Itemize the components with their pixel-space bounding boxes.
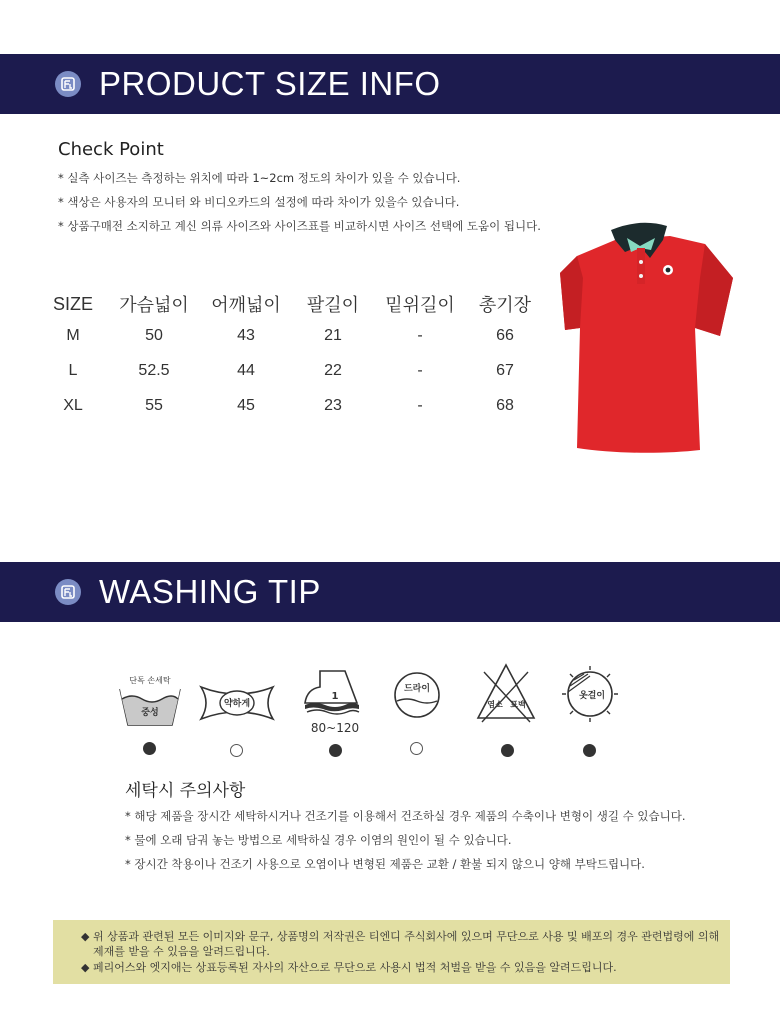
copyright-notice (53, 920, 730, 984)
table-row (38, 318, 544, 353)
no-bleach-icon (466, 660, 546, 730)
section-title: PRODUCT SIZE INFO (99, 65, 441, 102)
selected-dot (143, 742, 156, 755)
check-point-notes (58, 170, 541, 242)
table-cell: 67 (496, 361, 514, 379)
caution-note: * 해당 제품을 장시간 세탁하시거나 건조기를 이용해서 건조하실 경우 제품의 수축이나 변형이 생길 수 있습니다. (125, 809, 686, 823)
header-chest: 가슴넓이 (119, 295, 189, 315)
header-sleeve: 팔길이 (306, 295, 360, 315)
table-cell: 68 (496, 396, 514, 414)
iron-icon (295, 663, 375, 733)
washing-tip-banner (0, 562, 780, 622)
table-row (38, 353, 544, 388)
table-cell: 66 (496, 326, 514, 344)
table-cell: L (68, 361, 78, 379)
icon-label: 드라이 (403, 684, 431, 694)
table-cell: - (417, 396, 423, 414)
header-shoulder: 어깨넓이 (211, 295, 281, 315)
section-title: WASHING TIP (99, 573, 321, 610)
table-cell: 50 (145, 326, 163, 344)
hang-dry-icon (550, 660, 630, 730)
header-size: SIZE (52, 293, 93, 314)
table-cell: 43 (237, 326, 255, 344)
product-image (555, 218, 740, 458)
icon-label: 중성 (141, 708, 159, 718)
icon-label: 표백 (510, 700, 526, 709)
icon-label: 염소 (487, 700, 503, 709)
check-note: * 상품구매전 소지하고 계신 의류 사이즈와 사이즈표를 비교하시면 사이즈 선택에 도움이 됩니다. (58, 219, 541, 233)
table-cell: 55 (145, 396, 163, 414)
table-cell: XL (63, 396, 83, 414)
table-cell: 21 (324, 326, 342, 344)
check-point-title: Check Point (58, 139, 164, 160)
icon-label: 약하게 (223, 699, 251, 709)
dry-clean-icon (377, 663, 457, 733)
table-cell: 23 (324, 396, 342, 414)
table-cell: M (66, 326, 80, 344)
table-cell: 44 (237, 361, 255, 379)
check-note: * 색상은 사용자의 모니터 와 비디오카드의 설정에 따라 차이가 있을수 있습니다. (58, 195, 460, 209)
mild-detergent-icon (197, 667, 277, 737)
table-header-row (38, 290, 544, 318)
table-cell: 22 (324, 361, 342, 379)
caution-notes (125, 807, 685, 879)
brand-logo-icon (55, 71, 81, 97)
hand-wash-icon (110, 667, 190, 737)
size-table (38, 290, 544, 423)
table-cell: 52.5 (138, 361, 170, 379)
unselected-dot (230, 744, 243, 757)
selected-dot (583, 744, 596, 757)
selected-dot (501, 744, 514, 757)
size-info-banner (0, 54, 780, 114)
header-rise: 밑위길이 (385, 295, 455, 315)
icon-label: 1 (331, 691, 339, 702)
brand-logo-icon (55, 579, 81, 605)
caution-title: 세탁시 주의사항 (125, 781, 246, 801)
iron-temperature: 80~120 (310, 721, 360, 735)
notice-line: ◆ 페리어스와 엣지애는 상표등록된 자사의 자산으로 무단으로 사용시 법적 처벌을 받을 수 있음을 알려드립니다. (81, 961, 617, 974)
table-row (38, 388, 544, 423)
selected-dot (329, 744, 342, 757)
caution-note: * 물에 오래 담궈 놓는 방법으로 세탁하실 경우 이염의 원인이 될 수 있습니다. (125, 833, 512, 847)
notice-line: 제재를 받을 수 있음을 알려드립니다. (93, 945, 270, 958)
icon-label: 단독 손세탁 (129, 676, 171, 685)
unselected-dot (410, 742, 423, 755)
table-cell: - (417, 326, 423, 344)
check-note: * 실측 사이즈는 측정하는 위치에 따라 1~2cm 정도의 차이가 있을 수 있습니다. (58, 171, 461, 185)
table-cell: 45 (237, 396, 255, 414)
table-cell: - (417, 361, 423, 379)
caution-note: * 장시간 착용이나 건조기 사용으로 오염이나 변형된 제품은 교환 / 환불 되지 않으니 양해 부탁드립니다. (125, 857, 645, 871)
notice-line: ◆ 위 상품과 관련된 모든 이미지와 문구, 상품명의 저작권은 티엔디 주식회사에 있으며 무단으로 사용 및 배포의 경우 관련법령에 의해 (81, 930, 720, 943)
icon-label: 옷걸이 (578, 691, 606, 701)
header-length: 총기장 (478, 295, 532, 315)
